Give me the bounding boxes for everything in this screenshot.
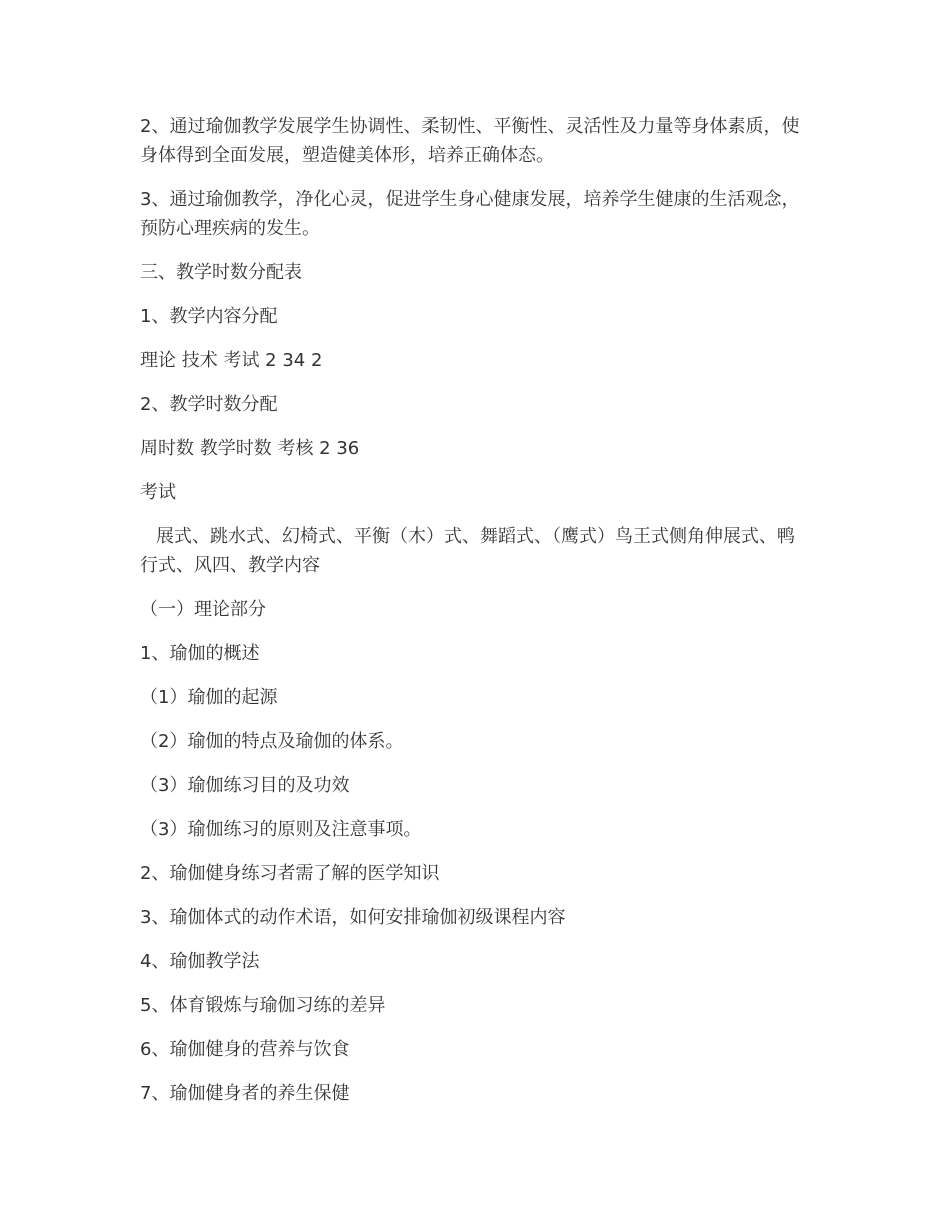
list-item: 4、瑜伽教学法 <box>140 951 260 972</box>
section-heading-theory: （一）理论部分 <box>140 599 266 620</box>
list-item: （3）瑜伽练习的原则及注意事项。 <box>140 819 422 840</box>
content-allocation-values: 理论 技术 考试 2 34 2 <box>140 350 323 371</box>
list-item: 3、瑜伽体式的动作术语，如何安排瑜伽初级课程内容 <box>140 907 566 928</box>
poses-paragraph: 展式、跳水式、幻椅式、平衡（木）式、舞蹈式、（鹰式）鸟王式侧角伸展式、鸭行式、风四、教学内容 <box>140 526 795 576</box>
exam-label: 考试 <box>140 482 176 503</box>
paragraph-goal-2: 2、通过瑜伽教学发展学生协调性、柔韧性、平衡性、灵活性及力量等身体素质，使身体得到全面发展，塑造健美体形，培养正确体态。 <box>140 116 800 166</box>
list-item: 6、瑜伽健身的营养与饮食 <box>140 1039 350 1060</box>
list-item: 7、瑜伽健身者的养生保健 <box>140 1083 350 1104</box>
subheading-content-allocation: 1、教学内容分配 <box>140 306 278 327</box>
paragraph-goal-3: 3、通过瑜伽教学，净化心灵，促进学生身心健康发展，培养学生健康的生活观念，预防心理疾病的发生。 <box>140 189 800 239</box>
subheading-hours-allocation: 2、教学时数分配 <box>140 394 278 415</box>
section-heading-time-allocation: 三、教学时数分配表 <box>140 262 302 283</box>
list-item: （3）瑜伽练习目的及功效 <box>140 775 350 796</box>
list-item: 2、瑜伽健身练习者需了解的医学知识 <box>140 863 440 884</box>
list-item: 5、体育锻炼与瑜伽习练的差异 <box>140 995 386 1016</box>
list-item: （2）瑜伽的特点及瑜伽的体系。 <box>140 731 404 752</box>
document-page <box>140 112 812 1123</box>
hours-allocation-values: 周时数 教学时数 考核 2 36 <box>140 438 360 459</box>
list-item: 1、瑜伽的概述 <box>140 643 260 664</box>
list-item: （1）瑜伽的起源 <box>140 687 278 708</box>
